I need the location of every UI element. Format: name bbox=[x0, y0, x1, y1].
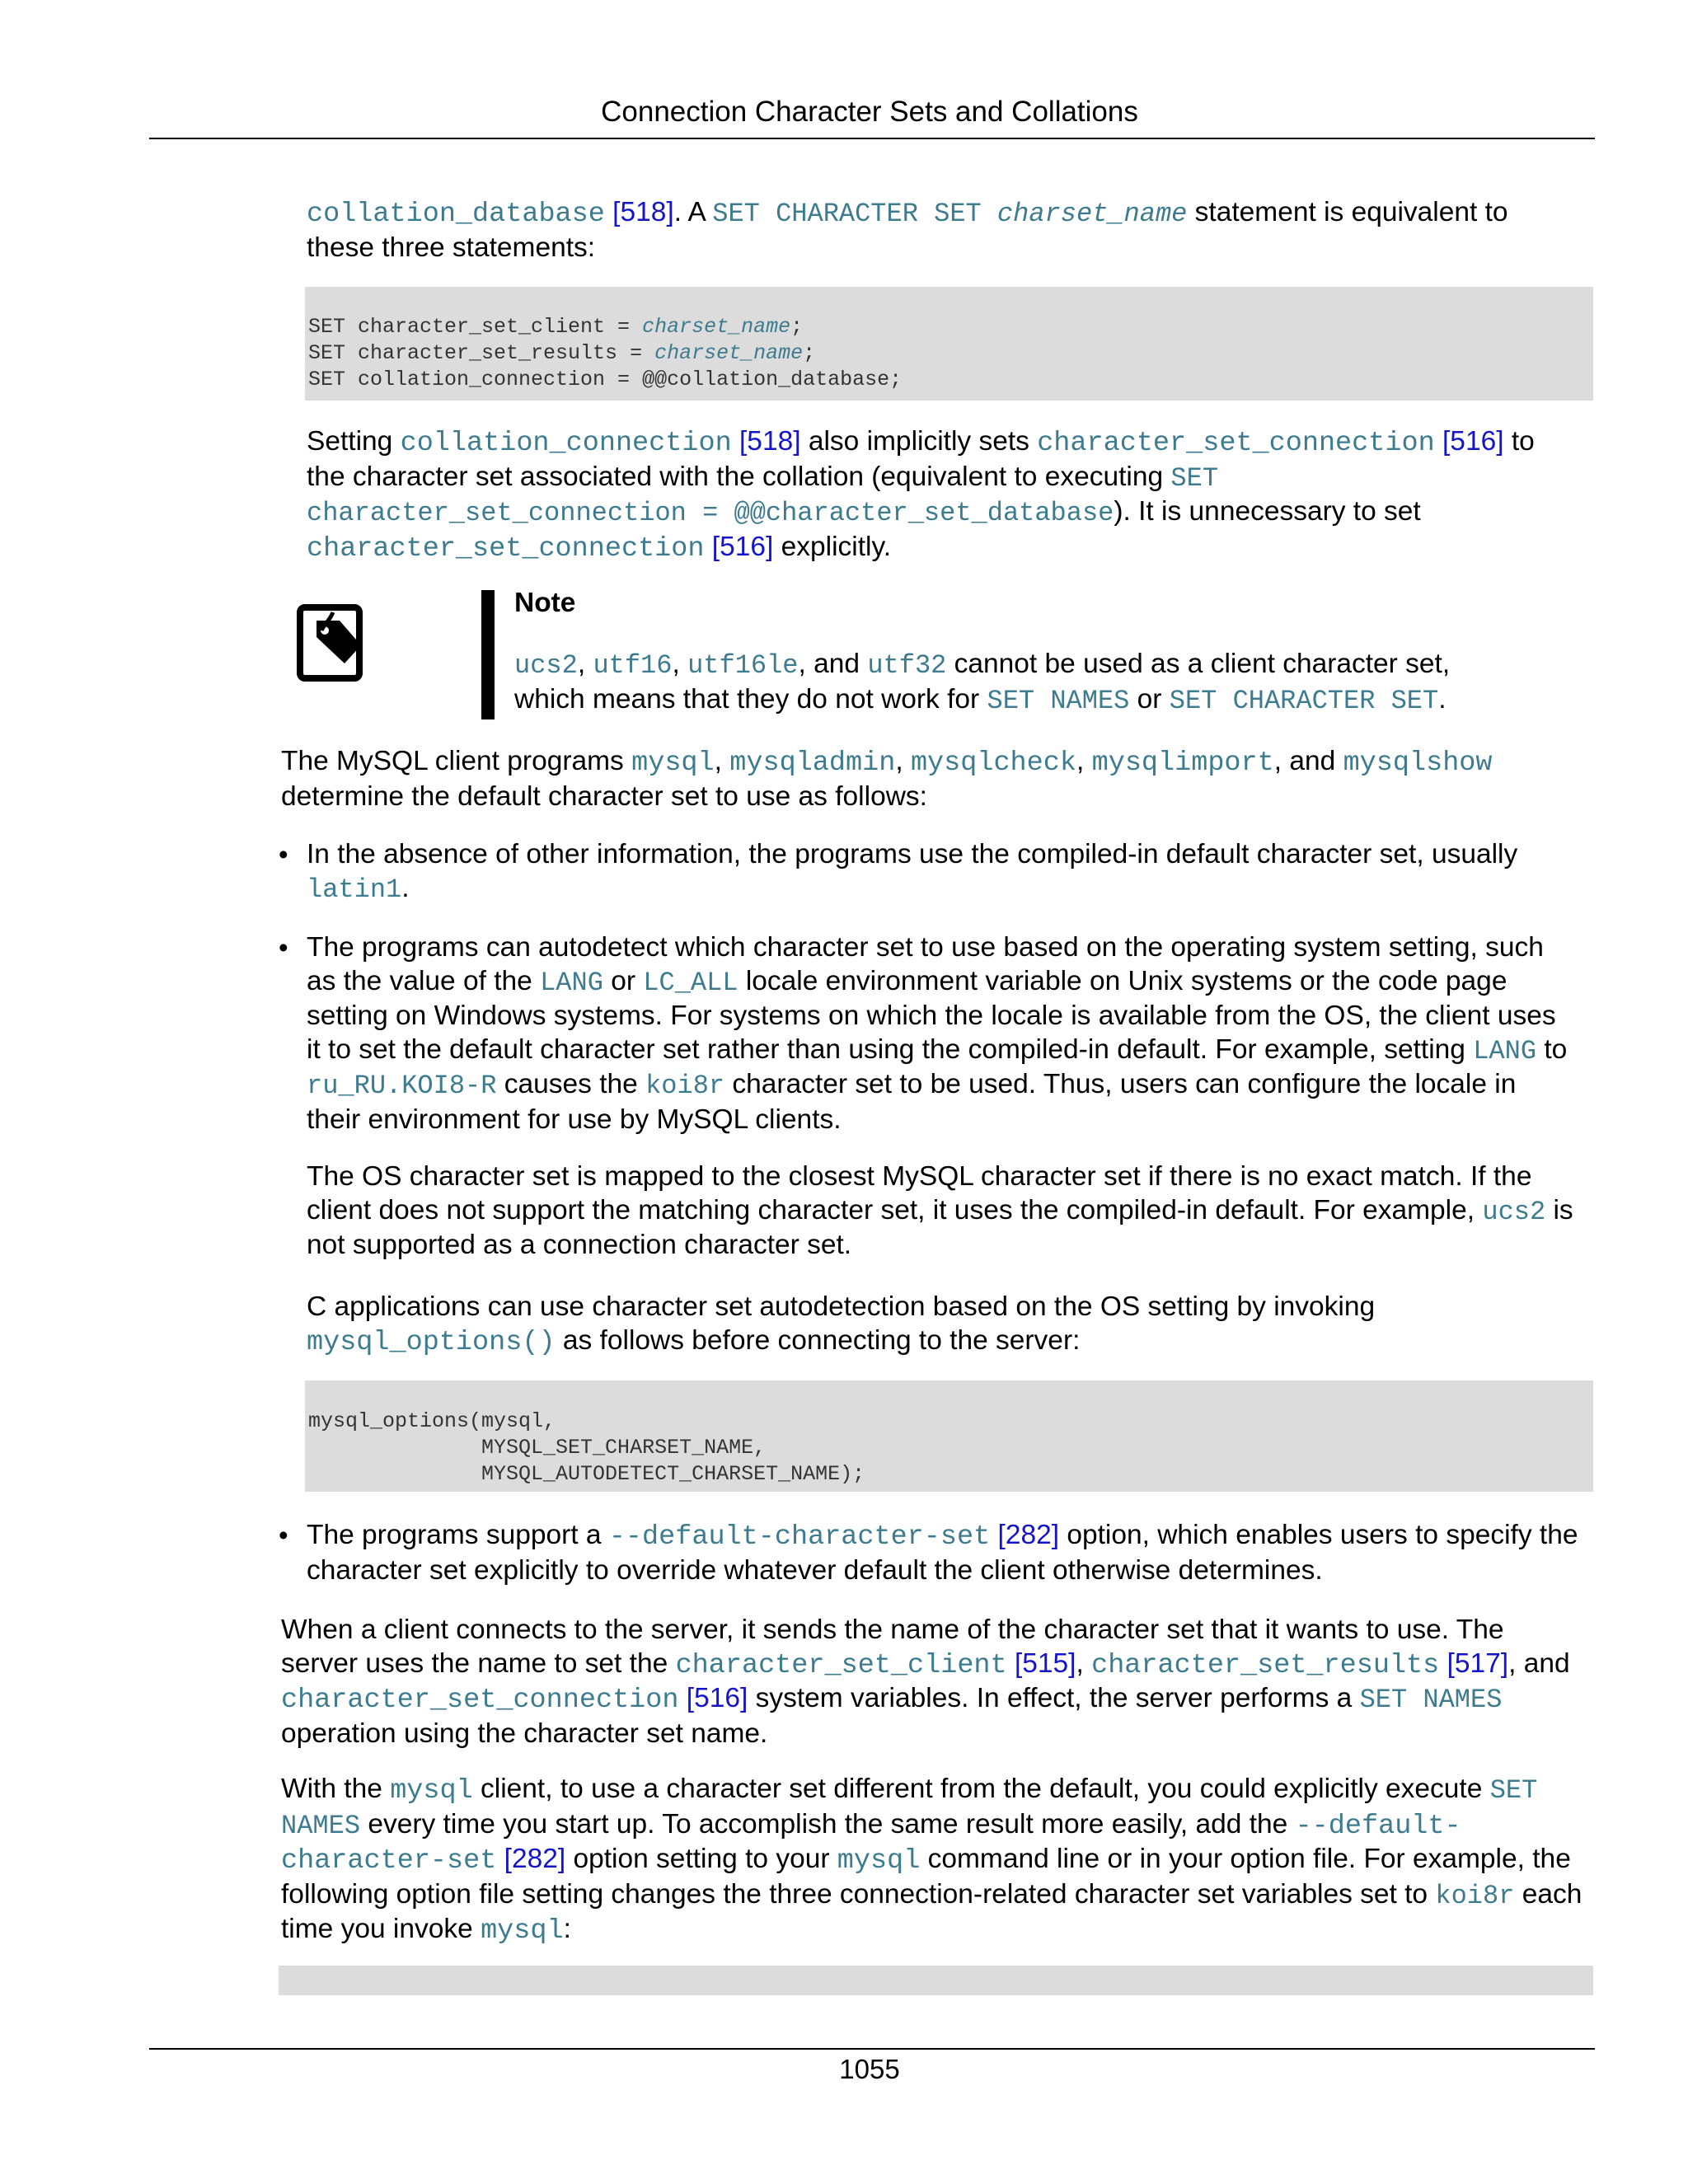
ref-517[interactable]: [517] bbox=[1447, 1647, 1509, 1679]
link-character-set-connection[interactable]: character_set_connection bbox=[281, 1685, 679, 1716]
link-mysqlimport[interactable]: mysqlimport bbox=[1091, 748, 1274, 779]
bullet-marker: • bbox=[279, 839, 288, 869]
ref-518[interactable]: [518] bbox=[739, 426, 801, 457]
ref-516[interactable]: [516] bbox=[686, 1683, 748, 1713]
note-title: Note bbox=[514, 588, 576, 618]
header-rule bbox=[149, 138, 1595, 139]
paragraph-mysql-client-charset: With the mysql client, to use a character set different from the default, you could explicitly execute SET NAMES every time you start up. To accomplish the same result more easily, add the --default-character-set [282] option setting to your mysql command line or in your option file. For example, the following option file setting changes the three connection-related character set variables set to koi8r each time you invoke mysql: bbox=[281, 1774, 1582, 1947]
link-collation-database[interactable]: collation_database bbox=[307, 199, 605, 230]
paragraph-intro: collation_database [518]. A SET CHARACTER SET charset_name statement is equivalent to these three statements: bbox=[307, 197, 1508, 263]
link-character-set-results[interactable]: character_set_results bbox=[1091, 1649, 1440, 1681]
code-block-mysql-options: mysql_options(mysql, MYSQL_SET_CHARSET_NAME, MYSQL_AUTODETECT_CHARSET_NAME); bbox=[305, 1380, 1593, 1492]
footer-rule bbox=[149, 2048, 1595, 2050]
page-header-title: Connection Character Sets and Collations bbox=[601, 96, 1138, 128]
link-default-character-set[interactable]: --default-character-set bbox=[281, 1810, 1461, 1877]
ref-282[interactable]: [282] bbox=[997, 1520, 1060, 1550]
link-mysqladmin[interactable]: mysqladmin bbox=[729, 748, 896, 779]
link-character-set-connection[interactable]: character_set_connection bbox=[307, 532, 705, 565]
link-mysqlcheck[interactable]: mysqlcheck bbox=[910, 748, 1076, 779]
bullet-marker: • bbox=[279, 1520, 288, 1550]
link-default-character-set[interactable]: --default-character-set bbox=[608, 1521, 991, 1553]
paragraph-collation-connection: Setting collation_connection [518] also implicitly sets character_set_connection [516] to the character set associated with the collation (equivalent to executing SET character_set_connection = @@character_set_database). It is unnecessary to set character_set_connection [516] explicitly. bbox=[307, 426, 1535, 565]
bullet-default-character-set-option: The programs support a --default-character-set [282] option, which enables users to specify the character set explicitly to override whatever default the client otherwise determines. bbox=[307, 1520, 1578, 1586]
bullet-autodetect: The programs can autodetect which character set to use based on the operating system setting, such as the value of the LANG or LC_ALL locale environment variable on Unix systems or the code page setting on Windows systems. For systems on which the locale is available from the OS, the client uses it to set the default character set rather than using the compiled-in default. For example, setting LANG to ru_RU.KOI8-R causes the koi8r character set to be used. Thus, users can configure the locale in their environment for use by MySQL clients. bbox=[307, 932, 1568, 1135]
paragraph-os-charset-mapping: The OS character set is mapped to the closest MySQL character set if there is no exact match. If the client does not support the matching character set, it uses the compiled-in default. For example, ucs2 is not supported as a connection character set. bbox=[307, 1161, 1573, 1260]
link-mysql[interactable]: mysql bbox=[390, 1775, 473, 1807]
page-number: 1055 bbox=[839, 2054, 900, 2084]
note-bar bbox=[481, 590, 495, 719]
link-mysql[interactable]: mysql bbox=[837, 1845, 921, 1877]
code-block-set-statements: SET character_set_client = charset_name; SET character_set_results = charset_name; SET collation_connection = @@collation_database; bbox=[305, 287, 1593, 401]
note-icon bbox=[297, 604, 366, 683]
ref-516[interactable]: [516] bbox=[1442, 426, 1504, 457]
ref-516[interactable]: [516] bbox=[711, 531, 774, 562]
bullet-marker: • bbox=[279, 932, 288, 963]
paragraph-client-connects: When a client connects to the server, it sends the name of the character set that it wants to use. The server uses the name to set the character_set_client [515], character_set_results [517], and character_set_connection [516] system variables. In effect, the server performs a SET NAMES operation using the character set name. bbox=[281, 1615, 1570, 1749]
ref-282[interactable]: [282] bbox=[504, 1844, 566, 1874]
paragraph-client-programs: The MySQL client programs mysql, mysqladmin, mysqlcheck, mysqlimport, and mysqlshow determine the default character set to use as follows: bbox=[281, 746, 1493, 812]
note-text: ucs2, utf16, utf16le, and utf32 cannot be used as a client character set, which means that they do not work for SET NAMES or SET CHARACTER SET. bbox=[514, 649, 1451, 716]
link-mysql-options[interactable]: mysql_options() bbox=[307, 1326, 556, 1358]
link-character-set-connection[interactable]: character_set_connection bbox=[1037, 428, 1435, 459]
ref-515[interactable]: [515] bbox=[1014, 1647, 1076, 1679]
ref-518[interactable]: [518] bbox=[612, 197, 674, 227]
code-block-option-file bbox=[279, 1966, 1593, 1995]
link-mysqlshow[interactable]: mysqlshow bbox=[1343, 748, 1493, 779]
link-mysql[interactable]: mysql bbox=[631, 748, 715, 779]
link-mysql[interactable]: mysql bbox=[481, 1915, 564, 1947]
bullet-compiled-default: In the absence of other information, the programs use the compiled-in default character set, usually latin1. bbox=[307, 839, 1518, 905]
link-character-set-client[interactable]: character_set_client bbox=[675, 1649, 1007, 1681]
paragraph-c-applications: C applications can use character set autodetection based on the OS setting by invoking mysql_options() as follows before connecting to the server: bbox=[307, 1291, 1376, 1358]
link-collation-connection[interactable]: collation_connection bbox=[400, 428, 732, 459]
